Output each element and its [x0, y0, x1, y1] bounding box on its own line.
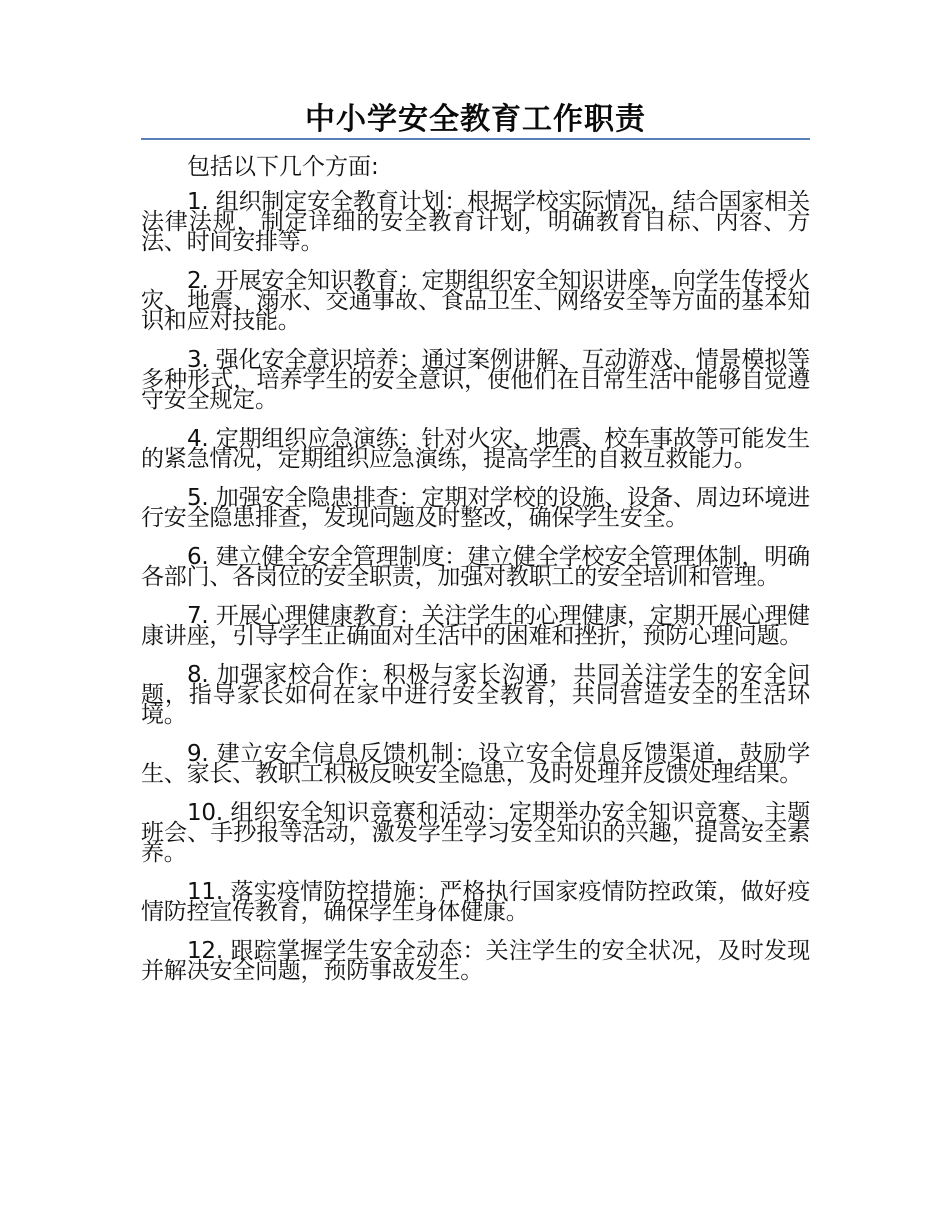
list-item: 8. 加强家校合作：积极与家长沟通，共同关注学生的安全问题，指导家长如何在家中进行安全教育，共同营造安全的生活环境。 [141, 662, 810, 728]
list-item: 2. 开展安全知识教育：定期组织安全知识讲座，向学生传授火灾、地震、溺水、交通事故、食品卫生、网络安全等方面的基本知识和应对技能。 [141, 268, 810, 334]
intro-paragraph: 包括以下几个方面: [187, 154, 379, 180]
list-item: 7. 开展心理健康教育：关注学生的心理健康，定期开展心理健康讲座，引导学生正确面对生活中的困难和挫折，预防心理问题。 [141, 603, 810, 649]
list-item: 5. 加强安全隐患排查：定期对学校的设施、设备、周边环境进行安全隐患排查，发现问题及时整改，确保学生安全。 [141, 485, 810, 531]
list-item: 4. 定期组织应急演练：针对火灾、地震、校车事故等可能发生的紧急情况，定期组织应急演练，提高学生的自救互救能力。 [141, 426, 810, 472]
list-item: 11. 落实疫情防控措施：严格执行国家疫情防控政策，做好疫情防控宣传教育，确保学生身体健康。 [141, 879, 810, 925]
list-item: 9. 建立安全信息反馈机制：设立安全信息反馈渠道，鼓励学生、家长、教职工积极反映安全隐患，及时处理并反馈处理结果。 [141, 741, 810, 787]
list-item: 3. 强化安全意识培养：通过案例讲解、互动游戏、情景模拟等多种形式，培养学生的安全意识，使他们在日常生活中能够自觉遵守安全规定。 [141, 347, 810, 413]
list-item: 10. 组织安全知识竞赛和活动：定期举办安全知识竞赛、主题班会、手抄报等活动，激发学生学习安全知识的兴趣，提高安全素养。 [141, 800, 810, 866]
page-title: 中小学安全教育工作职责 [305, 102, 646, 137]
list-item: 1. 组织制定安全教育计划：根据学校实际情况，结合国家相关法律法规，制定详细的安全教育计划，明确教育目标、内容、方法、时间安排等。 [141, 189, 810, 255]
list-item: 12. 跟踪掌握学生安全动态：关注学生的安全状况，及时发现并解决安全问题，预防事故发生。 [141, 938, 810, 984]
list-item: 6. 建立健全安全管理制度：建立健全学校安全管理体制，明确各部门、各岗位的安全职责，加强对教职工的安全培训和管理。 [141, 544, 810, 590]
document-body [141, 100, 810, 1000]
